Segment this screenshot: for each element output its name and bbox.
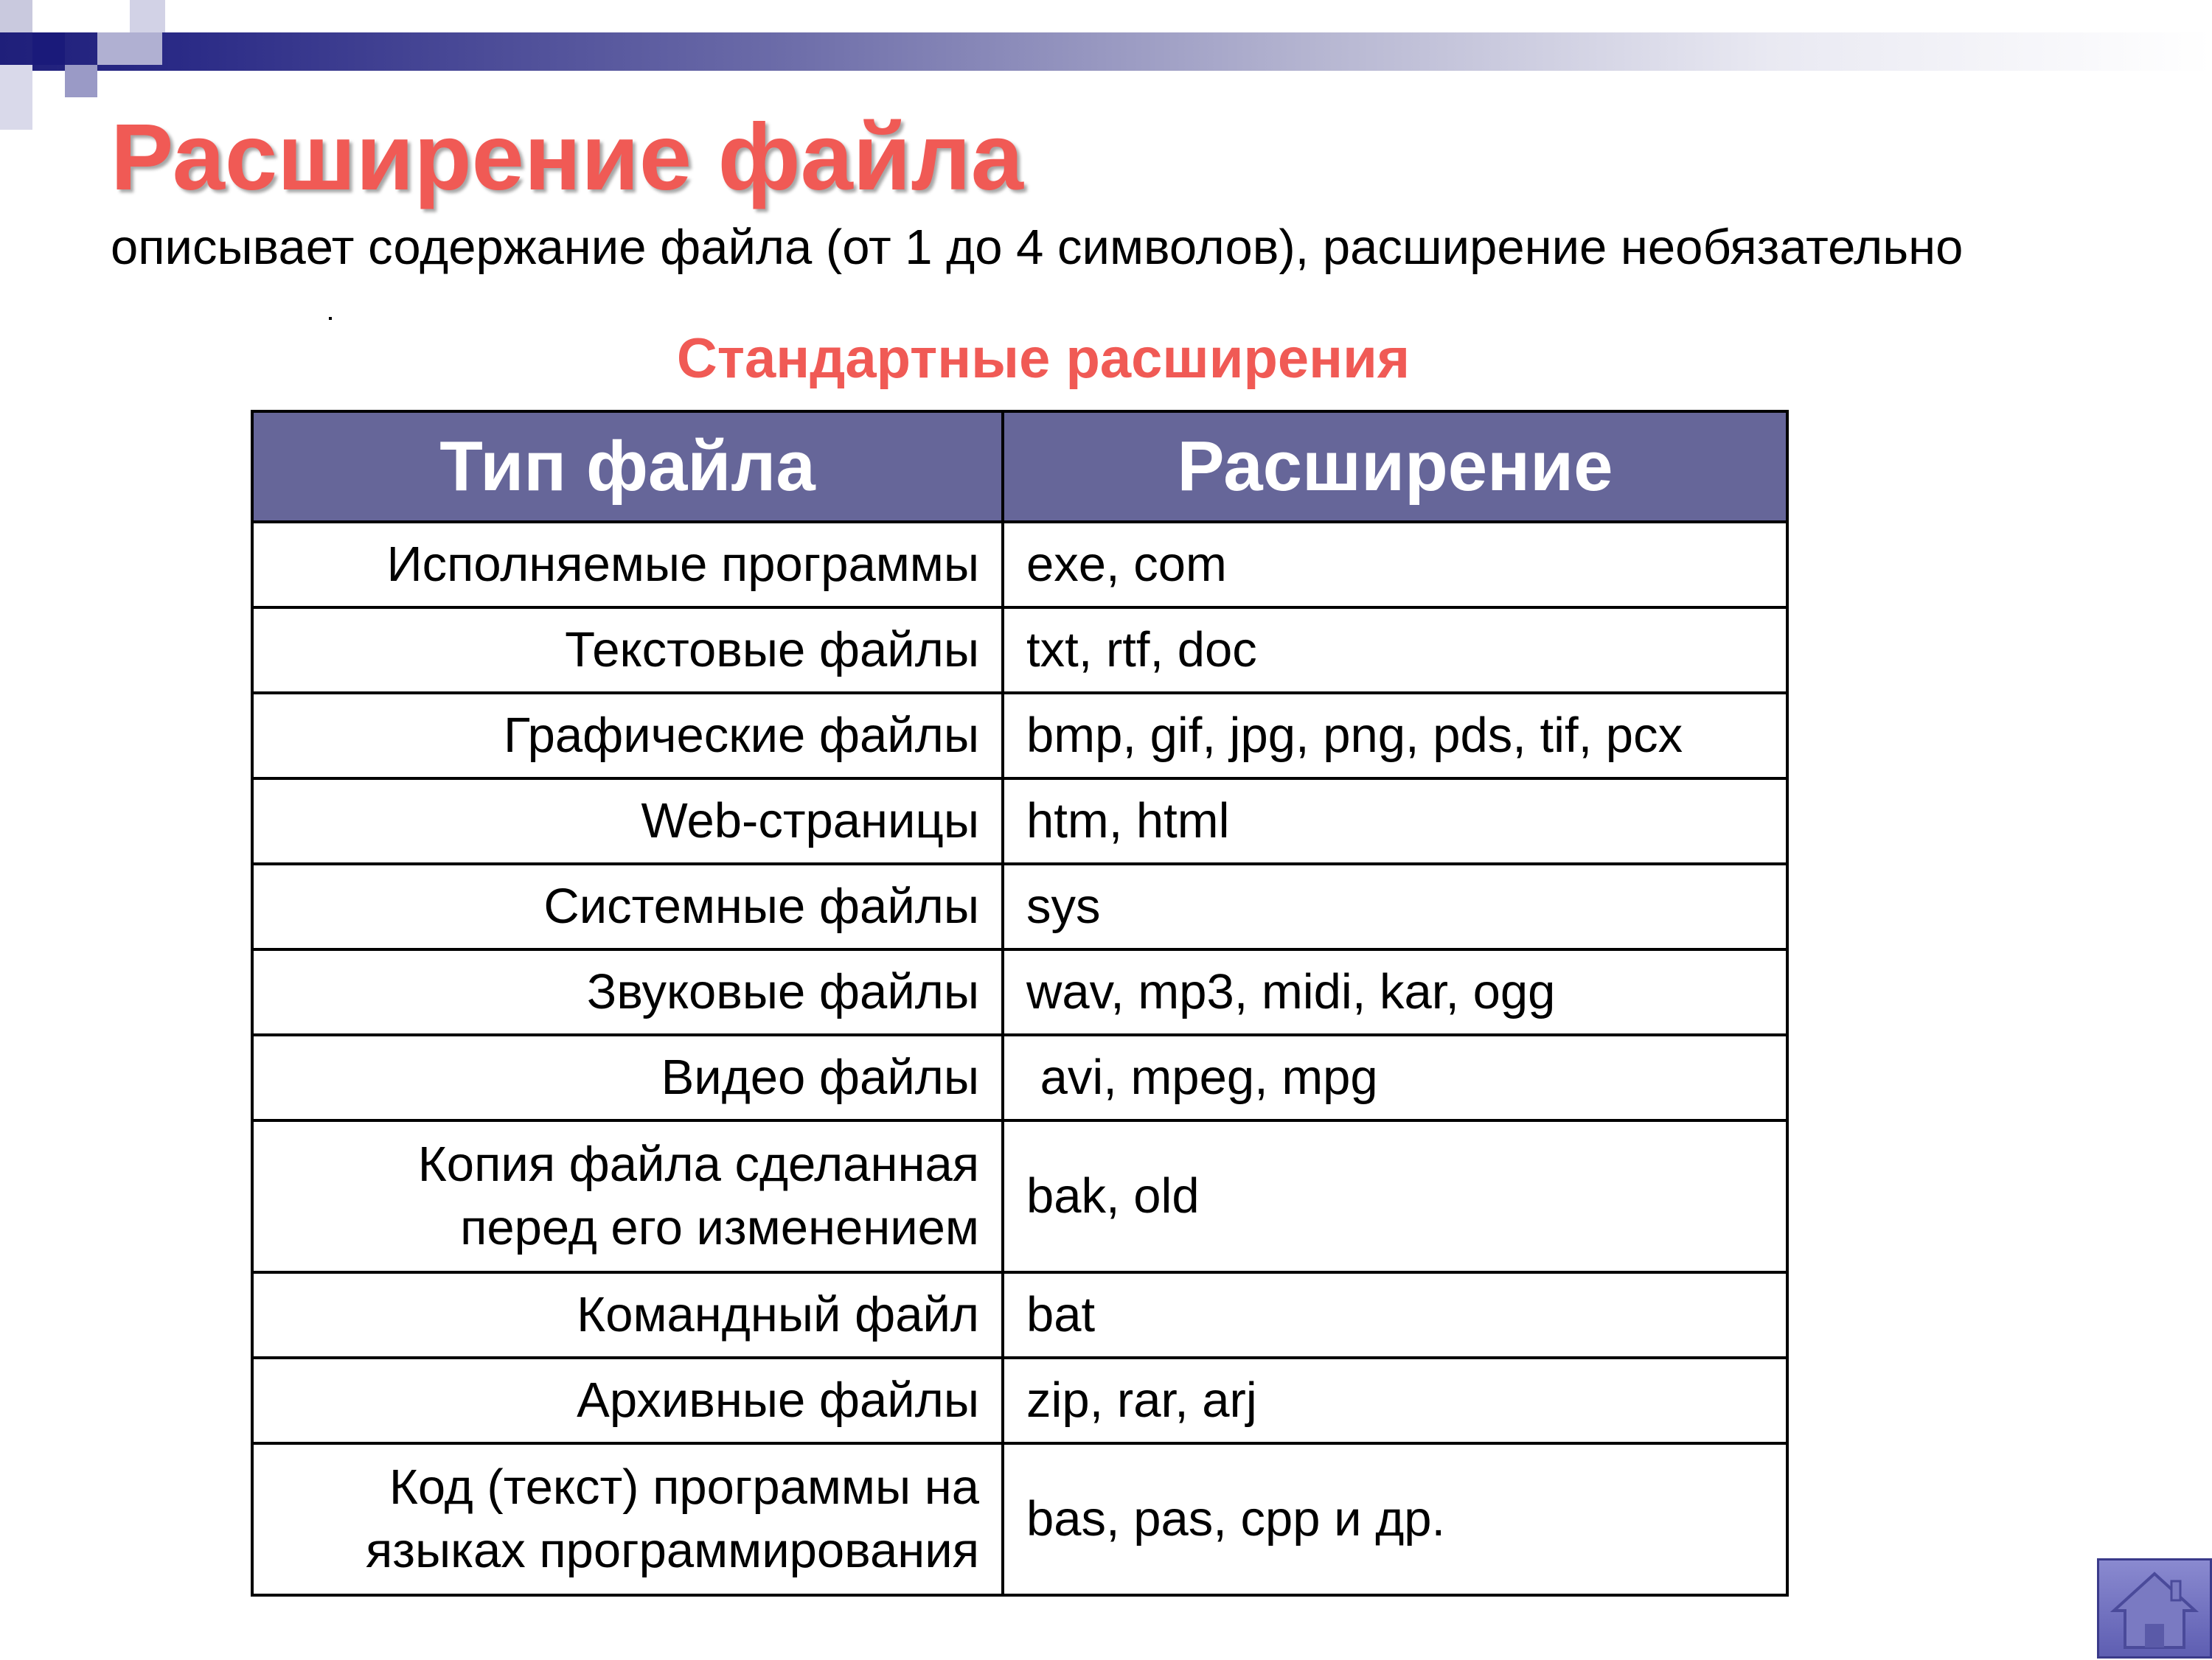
table-row [252, 693, 1787, 778]
table-row [252, 1443, 1787, 1595]
stray-dot [329, 317, 332, 320]
extension-cell: bas, pas, cpp и др. [1003, 1443, 1787, 1595]
extension-cell: bak, old [1003, 1120, 1787, 1272]
file-type-cell: Системные файлы [252, 864, 1003, 949]
section-heading: Стандартные расширения [676, 327, 1411, 390]
file-type-cell: Web-страницы [252, 778, 1003, 864]
table-row [252, 1358, 1787, 1443]
slide-subtitle: описывает содержание файла (от 1 до 4 символов), расширение необязательно [111, 220, 1964, 275]
extension-cell: htm, html [1003, 778, 1787, 864]
extensions-table [251, 410, 1789, 1597]
decor-square [65, 65, 97, 97]
file-type-cell: Графические файлы [252, 693, 1003, 778]
extension-cell: sys [1003, 864, 1787, 949]
table-row [252, 1035, 1787, 1120]
extension-cell: bat [1003, 1272, 1787, 1358]
table-row [252, 522, 1787, 607]
home-icon [2099, 1560, 2210, 1656]
decor-square [32, 32, 65, 65]
extension-cell: zip, rar, arj [1003, 1358, 1787, 1443]
table-row [252, 1120, 1787, 1272]
header-gradient-bar [0, 32, 2212, 71]
extension-cell: avi, mpeg, mpg [1003, 1035, 1787, 1120]
table-header-row [252, 411, 1787, 522]
decor-square [0, 65, 32, 130]
home-button[interactable] [2097, 1558, 2212, 1659]
decor-square [0, 0, 32, 32]
extension-cell: wav, mp3, midi, kar, ogg [1003, 949, 1787, 1035]
column-header-type: Тип файла [252, 411, 1003, 522]
file-type-cell: Архивные файлы [252, 1358, 1003, 1443]
decor-square [97, 32, 162, 65]
file-type-cell: Исполняемые программы [252, 522, 1003, 607]
table-row [252, 607, 1787, 693]
extension-cell: exe, com [1003, 522, 1787, 607]
extension-cell: txt, rtf, doc [1003, 607, 1787, 693]
file-type-cell: Текстовые файлы [252, 607, 1003, 693]
slide-title: Расширение файла [111, 105, 1023, 210]
column-header-extension: Расширение [1003, 411, 1787, 522]
file-type-cell: Копия файла сделанная перед его изменением [252, 1120, 1003, 1272]
file-type-cell: Код (текст) программы на языках программирования [252, 1443, 1003, 1595]
extension-cell: bmp, gif, jpg, png, pds, tif, pcx [1003, 693, 1787, 778]
table-row [252, 778, 1787, 864]
decor-square [130, 0, 165, 32]
file-type-cell: Видео файлы [252, 1035, 1003, 1120]
file-type-cell: Командный файл [252, 1272, 1003, 1358]
table-row [252, 1272, 1787, 1358]
file-type-cell: Звуковые файлы [252, 949, 1003, 1035]
table-row [252, 949, 1787, 1035]
table-row [252, 864, 1787, 949]
